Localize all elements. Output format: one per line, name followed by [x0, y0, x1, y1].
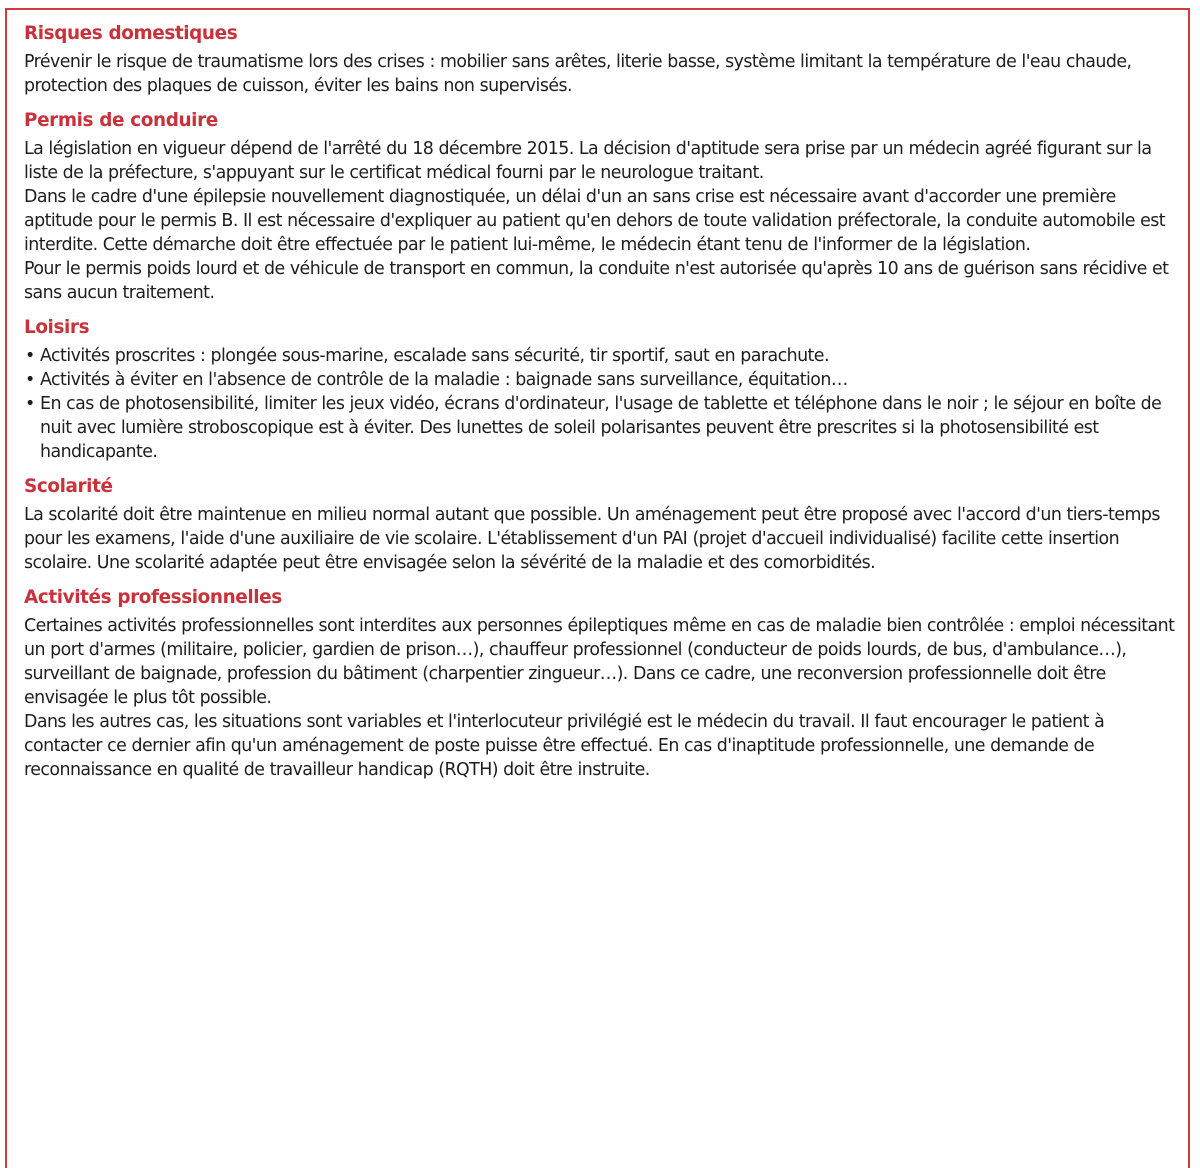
document-content — [24, 22, 1184, 793]
bullet-list — [24, 344, 1184, 464]
section-activites-professionnelles — [24, 586, 1184, 782]
bullet-icon: • — [25, 346, 35, 366]
list-item — [24, 392, 1184, 464]
section-heading: Activités professionnelles — [24, 587, 282, 608]
list-item-text: Activités proscrites : plongée sous-marine, escalade sans sécurité, tir sportif, saut en parachute. — [40, 346, 829, 366]
section-paragraph: La scolarité doit être maintenue en milieu normal autant que possible. Un aménagement peut être proposé avec l'accord d'un tiers-temps pour les examens, l'aide d'une auxiliaire de vie scolaire. L'établissement d'un PAI (projet d'accueil individualisé) facilite cette insertion scolaire. Une scolarité adaptée peut être envisagée selon la sévérité de la maladie et des comorbidités. — [24, 505, 1160, 573]
section-paragraph: Prévenir le risque de traumatisme lors des crises : mobilier sans arêtes, literie basse, système limitant la température de l'eau chaude, protection des plaques de cuisson, éviter les bains non supervisés. — [24, 52, 1132, 96]
bullet-icon: • — [25, 394, 35, 414]
section-scolarite — [24, 475, 1184, 575]
section-paragraph: Dans le cadre d'une épilepsie nouvellement diagnostiquée, un délai d'un an sans crise est nécessaire avant d'accorder une première aptitude pour le permis B. Il est nécessaire d'expliquer au patient qu'en dehors de toute validation préfectorale, la conduite automobile est interdite. Cette démarche doit être effectuée par le patient lui-même, le médecin étant tenu de l'informer de la législation. — [24, 187, 1166, 255]
list-item-text: En cas de photosensibilité, limiter les jeux vidéo, écrans d'ordinateur, l'usage de tablette et téléphone dans le noir ; le séjour en boîte de nuit avec lumière stroboscopique est à éviter. Des lunettes de soleil polarisantes peuvent être prescrites si la photosensibilité est handicapante. — [40, 394, 1162, 462]
section-heading: Permis de conduire — [24, 110, 218, 131]
section-paragraph: Pour le permis poids lourd et de véhicule de transport en commun, la conduite n'est autorisée qu'après 10 ans de guérison sans récidive et sans aucun traitement. — [24, 259, 1169, 303]
section-paragraph: Certaines activités professionnelles sont interdites aux personnes épileptiques même en cas de maladie bien contrôlée : emploi nécessitant un port d'armes (militaire, policier, gardien de prison…), chauffeur professionnel (conducteur de poids lourds, de bus, d'ambulance…), surveillant de baignade, profession du bâtiment (charpentier zingueur…). Dans ce cadre, une reconversion professionnelle doit être envisagée le plus tôt possible. — [24, 616, 1175, 708]
section-paragraph: Dans les autres cas, les situations sont variables et l'interlocuteur privilégié est le médecin du travail. Il faut encourager le patient à contacter ce dernier afin qu'un aménagement de poste puisse être effectué. En cas d'inaptitude professionnelle, une demande de reconnaissance en qualité de travailleur handicap (RQTH) doit être instruite. — [24, 712, 1105, 780]
section-heading: Risques domestiques — [24, 23, 238, 44]
section-heading: Scolarité — [24, 476, 113, 497]
section-heading: Loisirs — [24, 317, 90, 338]
list-item-text: Activités à éviter en l'absence de contrôle de la maladie : baignade sans surveillance, équitation… — [40, 370, 848, 390]
section-loisirs — [24, 316, 1184, 464]
section-permis-de-conduire — [24, 109, 1184, 305]
list-item — [24, 344, 1184, 368]
section-paragraph: La législation en vigueur dépend de l'arrêté du 18 décembre 2015. La décision d'aptitude sera prise par un médecin agréé figurant sur la liste de la préfecture, s'appuyant sur le certificat médical fourni par le neurologue traitant. — [24, 139, 1152, 183]
section-risques-domestiques — [24, 22, 1184, 98]
bullet-icon: • — [25, 370, 35, 390]
list-item — [24, 368, 1184, 392]
